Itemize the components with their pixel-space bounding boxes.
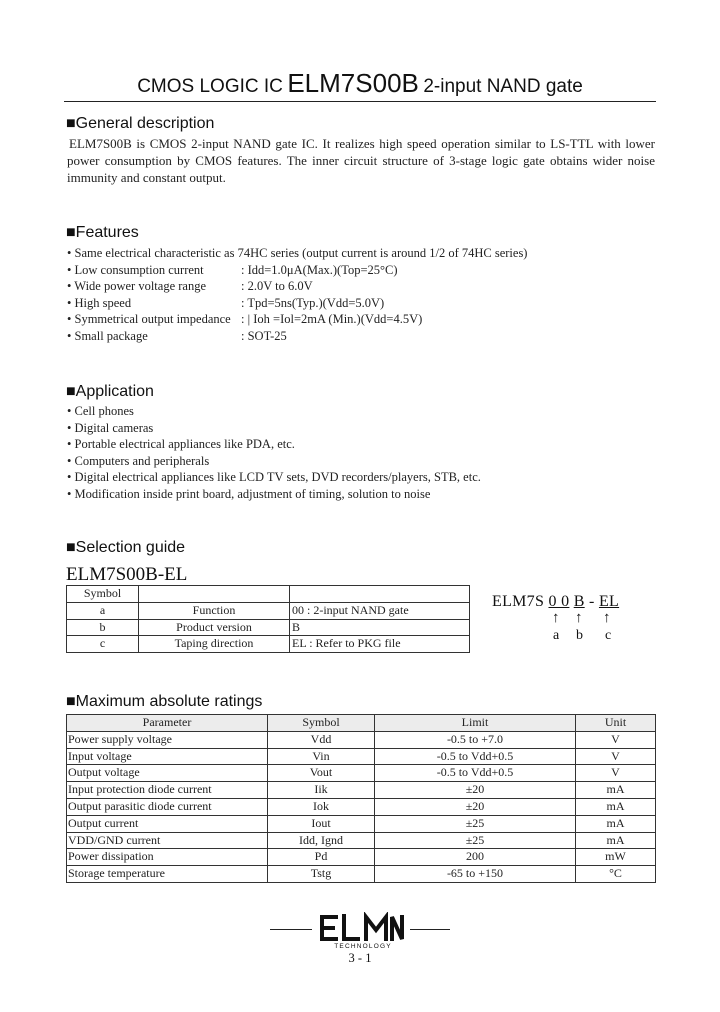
table-cell: mA [576,798,656,815]
table-cell: Input protection diode current [67,782,268,799]
table-cell: B [290,619,470,636]
code-part-c: EL [598,593,620,610]
code-label-b: b [576,628,583,643]
features-heading: ■Features [66,224,139,241]
logo-subtitle: TECHNOLOGY [334,943,392,950]
code-part-b: B [573,593,585,610]
table-cell: Vdd [268,731,375,748]
table-cell: Tstg [268,866,375,883]
table-header-row [67,715,656,732]
table-header-cell [139,586,290,603]
table-cell: V [576,765,656,782]
table-row [67,619,470,636]
table-row [67,748,656,765]
table-row [67,765,656,782]
table-cell: 00 : 2-input NAND gate [290,602,470,619]
table-cell: a [67,602,139,619]
table-cell: Iik [268,782,375,799]
title-prefix: CMOS LOGIC IC [137,76,283,97]
table-row [67,636,470,653]
general-description-heading: ■General description [66,115,215,132]
table-cell: °C [576,866,656,883]
selection-part-code: ELM7S00B-EL [66,564,188,585]
general-description-text: ELM7S00B is CMOS 2-input NAND gate IC. It realizes high speed operation similar to LS-TTL with lower power consumption by CMOS features. The inner circuit structure of 3-stage logic gate obtains wider noise immunity and constant output. [67,136,655,185]
feature-name: • Low consumption current [67,262,204,277]
table-cell: Iout [268,815,375,832]
max-ratings-heading: ■Maximum absolute ratings [66,693,263,710]
feature-lead: • Same electrical characteristic as 74HC series (output current is around 1/2 of 74HC series) [67,246,528,260]
feature-value: : | Ioh =Iol=2mA (Min.)(Vdd=4.5V) [241,312,423,327]
application-list [67,403,481,503]
table-header-row [67,586,470,603]
table-cell: mW [576,849,656,866]
title-suffix: 2-input NAND gate [423,76,583,97]
table-cell: V [576,731,656,748]
feature-item [67,328,527,345]
table-header-cell [290,586,470,603]
up-arrow-icon: ↑ [603,610,611,626]
table-cell: Storage temperature [67,866,268,883]
feature-name: • Small package [67,328,148,343]
table-cell: V [576,748,656,765]
table-cell: ±25 [375,832,576,849]
table-cell: mA [576,832,656,849]
table-cell: Vout [268,765,375,782]
table-cell: mA [576,782,656,799]
footer-rule-left [270,929,312,930]
table-cell: VDD/GND current [67,832,268,849]
feature-item [67,311,527,328]
table-cell: mA [576,815,656,832]
column-header: Limit [375,715,576,732]
table-cell: -0.5 to +7.0 [375,731,576,748]
table-cell: b [67,619,139,636]
table-cell: -0.5 to Vdd+0.5 [375,765,576,782]
application-item: • Portable electrical appliances like PDA, etc. [67,437,295,452]
table-cell: -65 to +150 [375,866,576,883]
table-cell: 200 [375,849,576,866]
up-arrow-icon: ↑ [552,610,560,626]
max-ratings-table [66,714,656,883]
code-prefix: ELM7S [492,593,545,610]
table-cell: Taping direction [139,636,290,653]
footer-rule-right [410,929,450,930]
application-item: • Computers and peripherals [67,453,210,468]
elm-technology-logo [318,912,408,950]
column-header: Symbol [268,715,375,732]
table-header-cell: Symbol [67,586,139,603]
application-item: • Cell phones [67,404,134,418]
table-cell: ±20 [375,782,576,799]
table-row [67,731,656,748]
table-row [67,815,656,832]
table-cell: Vin [268,748,375,765]
code-dash: - [589,593,595,610]
table-cell: Idd, Ignd [268,832,375,849]
part-code-breakdown [492,593,619,611]
application-item: • Digital electrical appliances like LCD TV sets, DVD recorders/players, STB, etc. [67,470,481,485]
table-cell: ±25 [375,815,576,832]
table-cell: c [67,636,139,653]
application-item: • Modification inside print board, adjustment of timing, solution to noise [67,486,431,501]
page-number: 3 - 1 [348,951,372,965]
code-label-c: c [605,628,612,643]
table-cell: Function [139,602,290,619]
code-label-a: a [553,628,560,643]
table-cell: EL : Refer to PKG file [290,636,470,653]
selection-guide-heading: ■Selection guide [66,539,186,556]
table-cell: Input voltage [67,748,268,765]
table-cell: Output parasitic diode current [67,798,268,815]
table-row [67,832,656,849]
table-cell: Pd [268,849,375,866]
feature-value: : Idd=1.0μA(Max.)(Top=25°C) [241,262,398,277]
title-part-number: ELM7S00B [287,68,419,98]
table-row [67,782,656,799]
column-header: Unit [576,715,656,732]
table-cell: Power supply voltage [67,731,268,748]
selection-table [66,585,470,653]
feature-item [67,278,527,295]
column-header: Parameter [67,715,268,732]
application-item: • Digital cameras [67,420,154,435]
table-row [67,602,470,619]
table-row [67,866,656,883]
up-arrow-icon: ↑ [575,610,583,626]
feature-value: : 2.0V to 6.0V [241,279,313,294]
table-row [67,798,656,815]
feature-value: : SOT-25 [241,328,287,343]
features-list [67,245,527,345]
table-cell: -0.5 to Vdd+0.5 [375,748,576,765]
feature-item [67,295,527,312]
document-title [0,68,720,99]
table-row [67,849,656,866]
feature-value: : Tpd=5ns(Typ.)(Vdd=5.0V) [241,295,385,310]
table-cell: ±20 [375,798,576,815]
table-cell: Output voltage [67,765,268,782]
table-cell: Power dissipation [67,849,268,866]
feature-item [67,262,527,279]
table-cell: Output current [67,815,268,832]
feature-name: • High speed [67,295,132,310]
application-heading: ■Application [66,383,154,400]
table-cell: Iok [268,798,375,815]
feature-name: • Symmetrical output impedance [67,312,231,327]
header-rule [64,101,656,102]
feature-name: • Wide power voltage range [67,279,207,294]
code-part-a: 0 0 [548,593,570,610]
table-cell: Product version [139,619,290,636]
